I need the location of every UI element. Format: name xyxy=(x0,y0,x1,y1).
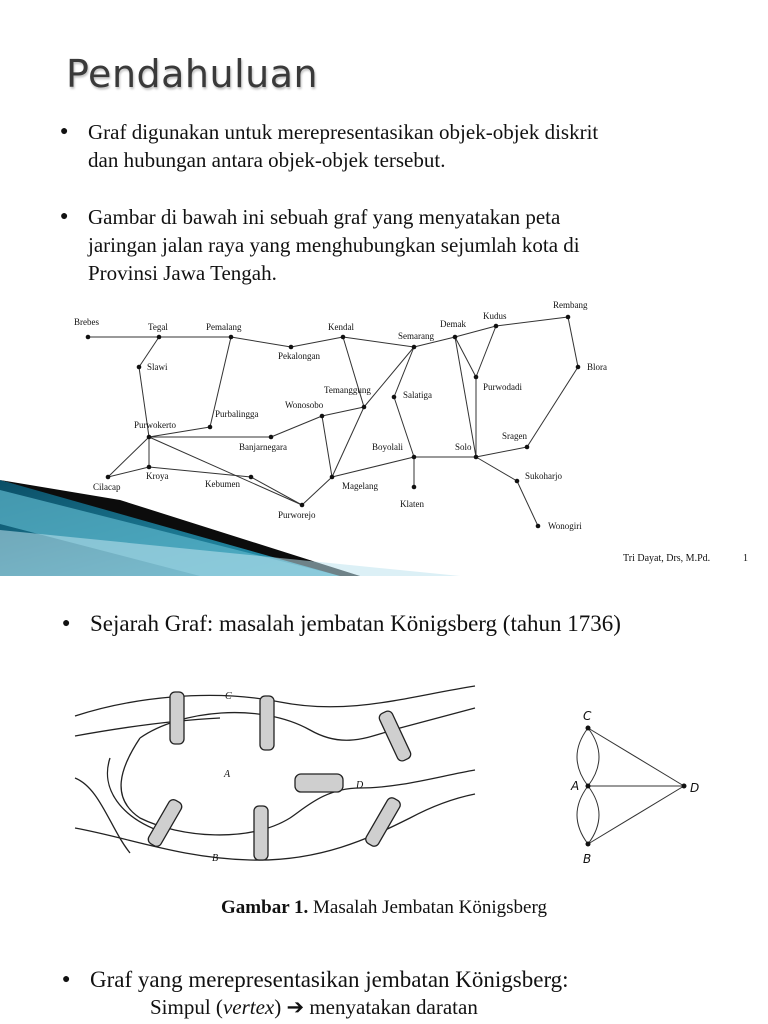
bullet-2 xyxy=(60,203,580,287)
decorative-banner xyxy=(0,480,460,578)
city-node-demak xyxy=(453,335,458,340)
vertex-a xyxy=(586,784,591,789)
city-label-wonosobo: Wonosobo xyxy=(285,400,324,410)
bullet-text: Gambar di bawah ini sebuah graf yang menyatakan peta jaringan jalan raya yang menghubungkan sejumlah kota di Provinsi Jawa Tengah. xyxy=(88,205,580,285)
road-9-3 xyxy=(291,337,343,347)
road-3-12 xyxy=(343,337,364,407)
konigsberg-graph xyxy=(560,700,720,870)
caption-bold: Gambar 1. xyxy=(221,897,309,918)
city-label-cilacap: Cilacap xyxy=(93,482,121,492)
bullet-text: Graf yang merepresentasikan jembatan Kӧnigsberg: xyxy=(90,967,569,992)
road-6-7 xyxy=(496,317,568,326)
vertex-label-c: C xyxy=(583,709,592,723)
road-16-21 xyxy=(108,437,149,477)
road-7-10 xyxy=(568,317,578,367)
city-label-kudus: Kudus xyxy=(483,311,507,321)
land-label-c: C xyxy=(225,691,232,702)
road-13-12 xyxy=(322,407,364,416)
city-label-boyolali: Boyolali xyxy=(372,442,403,452)
vertex-b xyxy=(586,842,591,847)
bullet-text: Graf digunakan untuk merepresentasikan objek-objek diskrit dan hubungan antara objek-objek tersebut. xyxy=(88,120,599,172)
vertex-label-a: A xyxy=(571,779,580,793)
sub-italic: vertex xyxy=(222,995,275,1019)
footer-author: Tri Dayat, Drs, M.Pd. xyxy=(623,553,711,564)
city-node-sragen xyxy=(525,445,530,450)
city-label-purwodadi: Purwodadi xyxy=(483,382,522,392)
city-node-pemalang xyxy=(229,335,234,340)
city-node-boyolali xyxy=(412,455,417,460)
city-label-purwokerto: Purwokerto xyxy=(134,420,176,430)
city-node-brebes xyxy=(86,335,91,340)
sub-post: ) xyxy=(274,995,287,1019)
arrow-icon: ➔ xyxy=(286,995,305,1019)
city-label-purworejo: Purworejo xyxy=(278,510,316,520)
city-label-tegal: Tegal xyxy=(148,322,168,332)
bullet-1 xyxy=(60,118,598,174)
city-label-wonogiri: Wonogiri xyxy=(548,521,582,531)
city-node-sukoharjo xyxy=(515,479,520,484)
caption-text: Masalah Jembatan Kӧnigsberg xyxy=(308,897,547,918)
figure-caption xyxy=(0,897,768,919)
bullet-dot: ● xyxy=(60,209,69,224)
road-20-10 xyxy=(527,367,578,447)
city-label-purbalingga: Purbalingga xyxy=(215,409,259,419)
city-node-cilacap xyxy=(106,475,111,480)
city-node-salatiga xyxy=(392,395,397,400)
road-5-19 xyxy=(455,337,476,457)
graph-bullet xyxy=(62,966,569,994)
city-node-wonogiri xyxy=(536,524,541,529)
city-node-slawi xyxy=(137,365,142,370)
city-node-semarang xyxy=(412,345,417,350)
city-label-solo: Solo xyxy=(455,442,472,452)
city-node-kudus xyxy=(494,324,499,329)
sub-end: menyatakan daratan xyxy=(304,995,478,1019)
road-19-20 xyxy=(476,447,527,457)
city-label-magelang: Magelang xyxy=(342,481,378,491)
city-label-salatiga: Salatiga xyxy=(403,390,432,400)
vertex-definition xyxy=(150,995,478,1020)
city-node-solo xyxy=(474,455,479,460)
city-node-tegal xyxy=(157,335,162,340)
bullet-dot: ● xyxy=(62,616,71,631)
slide-title: Pendahuluan xyxy=(66,52,319,96)
city-node-banjarnegara xyxy=(269,435,274,440)
city-label-semarang: Semarang xyxy=(398,331,434,341)
city-label-slawi: Slawi xyxy=(147,362,168,372)
land-label-a: A xyxy=(224,769,231,780)
city-label-pekalongan: Pekalongan xyxy=(278,351,320,361)
konigsberg-bridges-illustration xyxy=(70,678,480,870)
history-bullet xyxy=(62,610,621,638)
city-label-demak: Demak xyxy=(440,319,466,329)
road-21-22 xyxy=(108,467,149,477)
city-label-kebumen: Kebumen xyxy=(205,479,240,489)
city-node-temanggung xyxy=(362,405,367,410)
road-2-9 xyxy=(231,337,291,347)
city-node-purwodadi xyxy=(474,375,479,380)
bullet-text: Sejarah Graf: masalah jembatan Kӧnigsberg (tahun 1736) xyxy=(90,611,621,636)
city-label-klaten: Klaten xyxy=(400,499,424,509)
vertex-label-d: D xyxy=(690,781,700,795)
road-17-13 xyxy=(271,416,322,437)
city-node-purwokerto xyxy=(147,435,152,440)
vertex-d xyxy=(682,784,687,789)
land-label-b: B xyxy=(212,853,219,864)
road-18-24 xyxy=(332,457,414,477)
city-node-wonosobo xyxy=(320,414,325,419)
road-13-24 xyxy=(322,416,332,477)
city-node-purbalingga xyxy=(208,425,213,430)
city-node-rembang xyxy=(566,315,571,320)
road-12-24 xyxy=(332,407,364,477)
city-label-banjarnegara: Banjarnegara xyxy=(239,442,287,452)
road-25-28 xyxy=(517,481,538,526)
vertex-c xyxy=(586,726,591,731)
sub-pre: Simpul ( xyxy=(150,995,223,1019)
city-label-pemalang: Pemalang xyxy=(206,322,242,332)
city-node-kendal xyxy=(341,335,346,340)
city-node-kroya xyxy=(147,465,152,470)
vertex-label-b: B xyxy=(583,852,592,866)
city-label-brebes: Brebes xyxy=(74,317,99,327)
city-label-kroya: Kroya xyxy=(146,471,169,481)
bullet-dot: ● xyxy=(62,972,71,987)
city-label-sragen: Sragen xyxy=(502,431,527,441)
city-label-rembang: Rembang xyxy=(553,300,588,310)
road-19-25 xyxy=(476,457,517,481)
city-node-kebumen xyxy=(249,475,254,480)
city-node-blora xyxy=(576,365,581,370)
page-number: 1 xyxy=(743,553,748,564)
road-11-6 xyxy=(476,326,496,377)
city-node-pekalongan xyxy=(289,345,294,350)
land-label-d: D xyxy=(356,780,364,791)
city-label-temanggung: Temanggung xyxy=(324,385,371,395)
city-label-blora: Blora xyxy=(587,362,607,372)
city-node-magelang xyxy=(330,475,335,480)
bullet-dot: ● xyxy=(60,124,69,139)
city-label-sukoharjo: Sukoharjo xyxy=(525,471,562,481)
city-label-kendal: Kendal xyxy=(328,322,354,332)
